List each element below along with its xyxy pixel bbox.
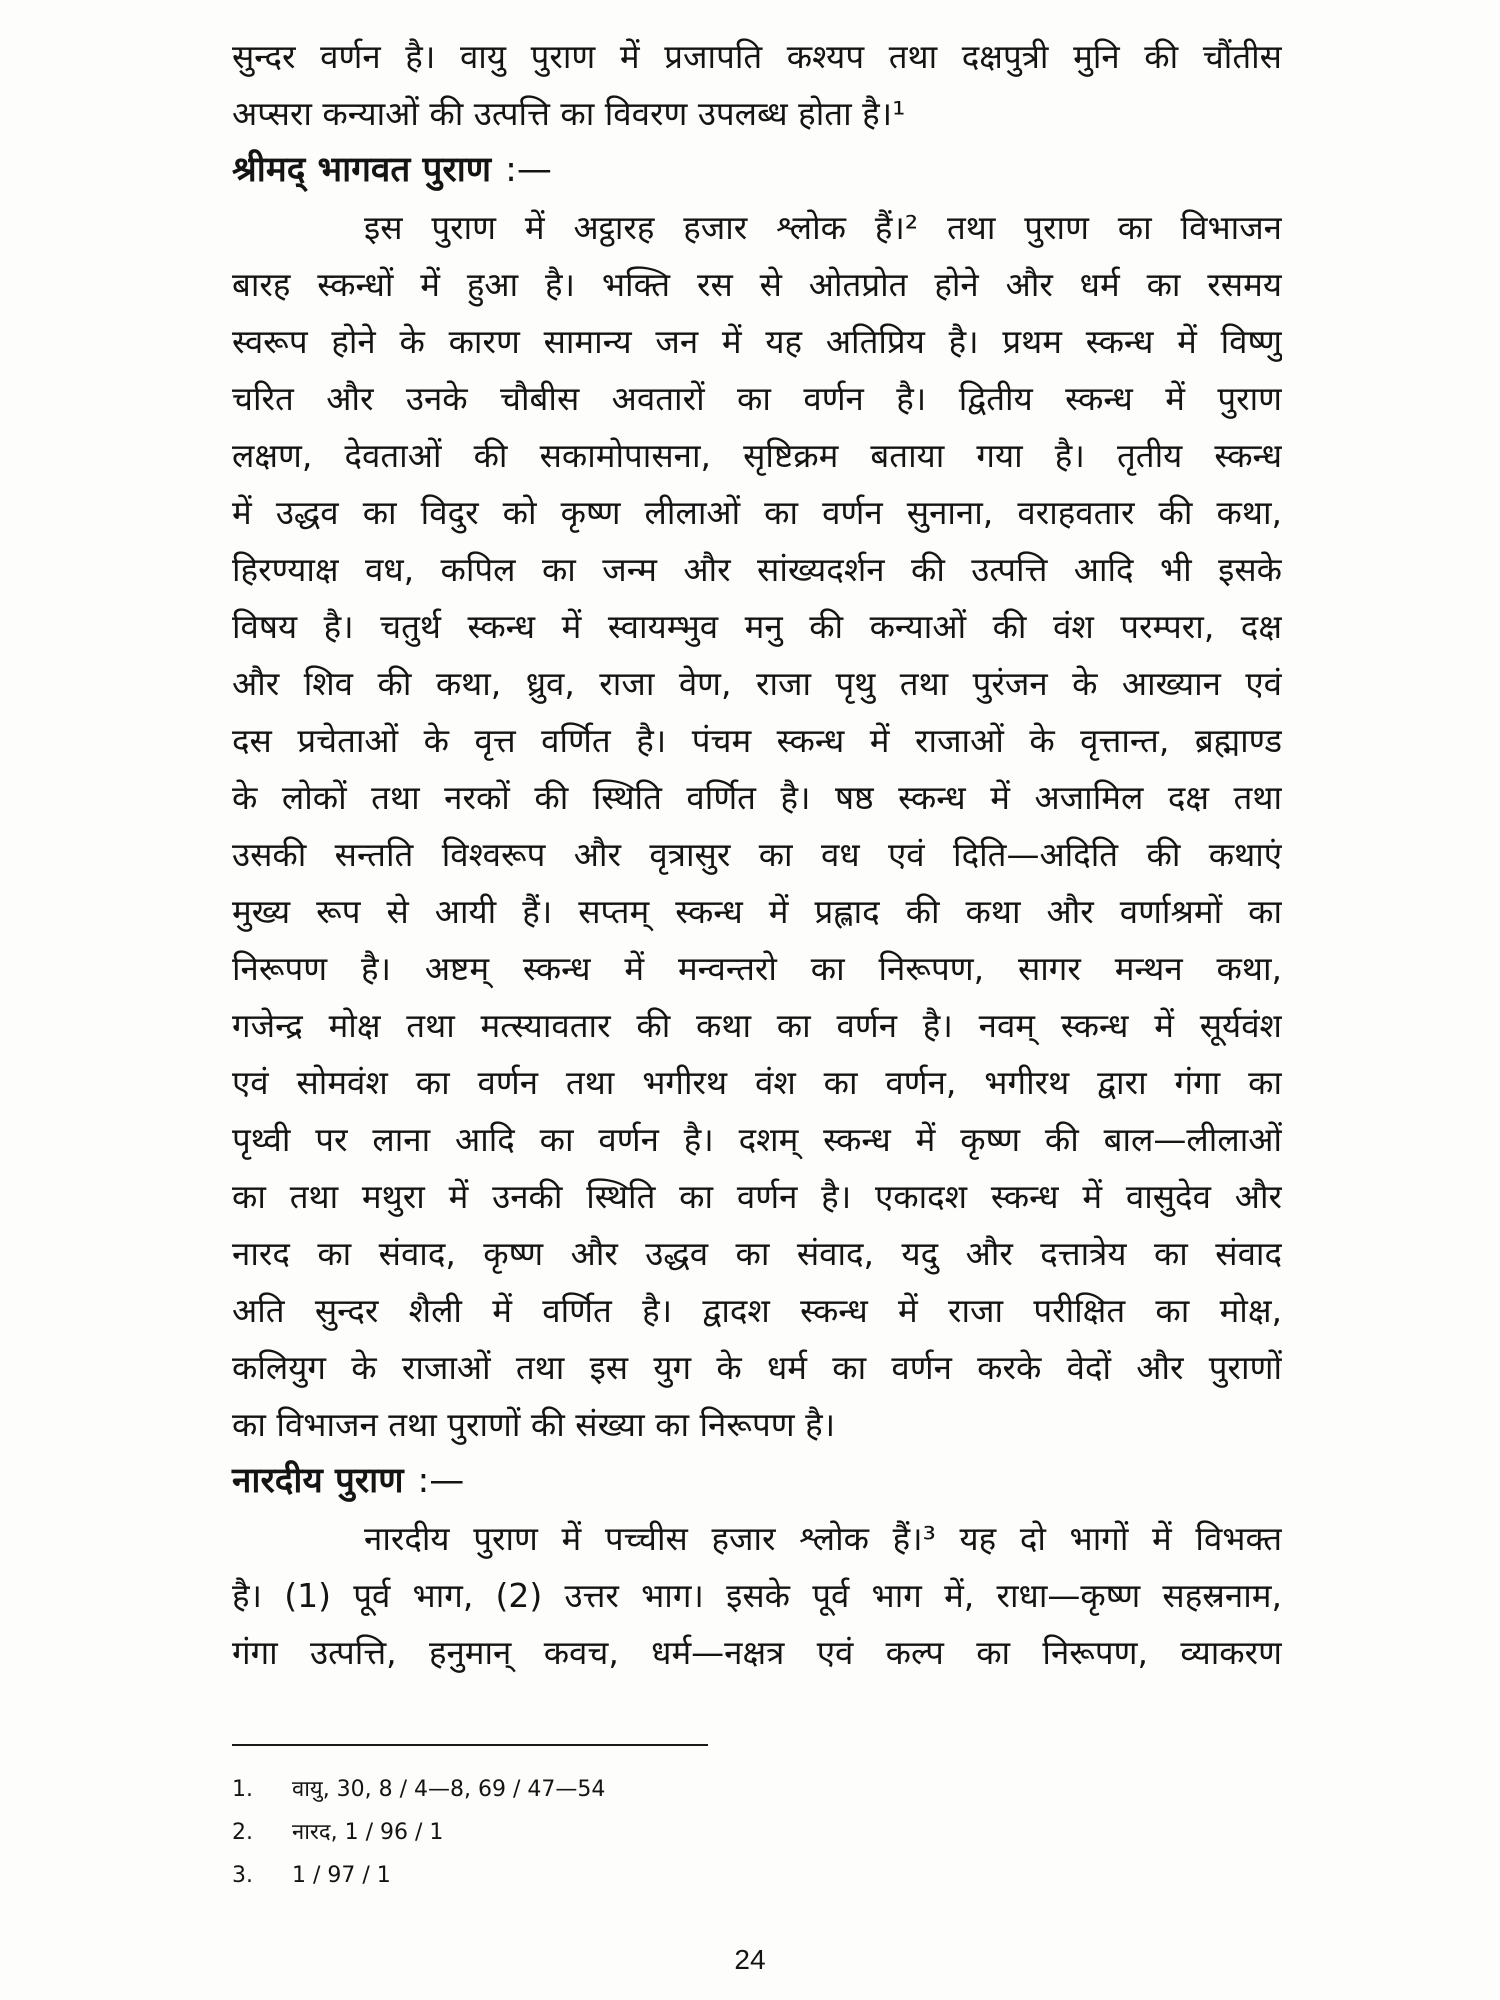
text-line: कलियुग के राजाओं तथा इस युग के धर्म का वर्णन करके वेदों और पुराणों (232, 1348, 1282, 1387)
text-line: विषय है। चतुर्थ स्कन्ध में स्वायम्भुव मनु की कन्याओं की वंश परम्परा, दक्ष (232, 607, 1282, 646)
text-line: अप्सरा कन्याओं की उत्पत्ति का विवरण उपलब्ध होता है।¹ (232, 94, 906, 133)
text-line: उसकी सन्तति विश्वरूप और वृत्रासुर का वध एवं दिति—अदिति की कथाएं (232, 835, 1282, 874)
footnote-text: वायु, 30, 8 / 4—8, 69 / 47—54 (292, 1777, 606, 1802)
footnote-number: 3. (232, 1863, 253, 1888)
footnote-number: 2. (232, 1820, 253, 1845)
text-line: चरित और उनके चौबीस अवतारों का वर्णन है। द्वितीय स्कन्ध में पुराण (232, 379, 1282, 418)
section-heading-title: श्रीमद् भागवत पुराण (232, 150, 492, 190)
text-line: नारदीय पुराण में पच्चीस हजार श्लोक हैं।³ यह दो भागों में विभक्त (364, 1519, 1282, 1558)
text-line: है। (1) पूर्व भाग, (2) उत्तर भाग। इसके पूर्व भाग में, राधा—कृष्ण सहस्रनाम, (232, 1576, 1282, 1615)
text-line: का तथा मथुरा में उनकी स्थिति का वर्णन है। एकादश स्कन्ध में वासुदेव और (232, 1177, 1282, 1216)
footnote (232, 1768, 1032, 1811)
text-line: हिरण्याक्ष वध, कपिल का जन्म और सांख्यदर्शन की उत्पत्ति आदि भी इसके (232, 550, 1282, 589)
text-line: अति सुन्दर शैली में वर्णित है। द्वादश स्कन्ध में राजा परीक्षित का मोक्ष, (232, 1291, 1282, 1330)
text-line: लक्षण, देवताओं की सकामोपासना, सृष्टिक्रम बताया गया है। तृतीय स्कन्ध (232, 436, 1282, 475)
text-line: इस पुराण में अट्ठारह हजार श्लोक हैं।² तथा पुराण का विभाजन (364, 208, 1282, 247)
section-bhagavata (232, 142, 1282, 1453)
section-heading-separator: :— (417, 1461, 465, 1501)
section-heading (232, 1453, 1282, 1510)
text-line: सुन्दर वर्णन है। वायु पुराण में प्रजापति कश्यप तथा दक्षपुत्री मुनि की चौंतीस (232, 37, 1282, 76)
footnote (232, 1811, 1032, 1854)
page-number: 24 (734, 1944, 766, 1975)
text-line: स्वरूप होने के कारण सामान्य जन में यह अतिप्रिय है। प्रथम स्कन्ध में विष्णु (232, 322, 1282, 361)
text-line: पृथ्वी पर लाना आदि का वर्णन है। दशम् स्कन्ध में कृष्ण की बाल—लीलाओं (232, 1120, 1282, 1159)
text-line: नारद का संवाद, कृष्ण और उद्धव का संवाद, यदु और दत्तात्रेय का संवाद (232, 1234, 1282, 1273)
text-line: का विभाजन तथा पुराणों की संख्या का निरूपण है। (232, 1405, 836, 1444)
section-naradiya (232, 1453, 1282, 1681)
text-line: गजेन्द्र मोक्ष तथा मत्स्यावतार की कथा का वर्णन है। नवम् स्कन्ध में सूर्यवंश (232, 1006, 1282, 1045)
section-heading-title: नारदीय पुराण (232, 1461, 404, 1501)
text-line: के लोकों तथा नरकों की स्थिति वर्णित है। षष्ठ स्कन्ध में अजामिल दक्ष तथा (232, 778, 1282, 817)
footnote-text: 1 / 97 / 1 (292, 1863, 391, 1888)
section-heading-separator: :— (505, 150, 552, 190)
text-line: में उद्धव का विदुर को कृष्ण लीलाओं का वर्णन सुनाना, वराहवतार की कथा, (232, 493, 1282, 532)
footnote-divider (232, 1744, 708, 1746)
intro-paragraph (232, 28, 1282, 142)
text-line: और शिव की कथा, ध्रुव, राजा वेण, राजा पृथु तथा पुरंजन के आख्यान एवं (232, 664, 1282, 703)
section-heading (232, 142, 1282, 199)
text-line: बारह स्कन्धों में हुआ है। भक्ति रस से ओतप्रोत होने और धर्म का रसमय (232, 265, 1282, 304)
text-line: गंगा उत्पत्ति, हनुमान् कवच, धर्म—नक्षत्र एवं कल्प का निरूपण, व्याकरण (232, 1633, 1282, 1672)
text-line: निरूपण है। अष्टम् स्कन्ध में मन्वन्तरो का निरूपण, सागर मन्थन कथा, (232, 949, 1282, 988)
text-line: एवं सोमवंश का वर्णन तथा भगीरथ वंश का वर्णन, भगीरथ द्वारा गंगा का (232, 1063, 1282, 1102)
footnote-number: 1. (232, 1777, 253, 1802)
footnote (232, 1854, 1032, 1897)
footnotes (232, 1768, 1032, 1897)
footnote-text: नारद, 1 / 96 / 1 (292, 1820, 444, 1845)
text-line: मुख्य रूप से आयी हैं। सप्तम् स्कन्ध में प्रह्लाद की कथा और वर्णाश्रमों का (232, 892, 1282, 931)
text-line: दस प्रचेताओं के वृत्त वर्णित है। पंचम स्कन्ध में राजाओं के वृत्तान्त, ब्रह्माण्ड (232, 721, 1282, 760)
